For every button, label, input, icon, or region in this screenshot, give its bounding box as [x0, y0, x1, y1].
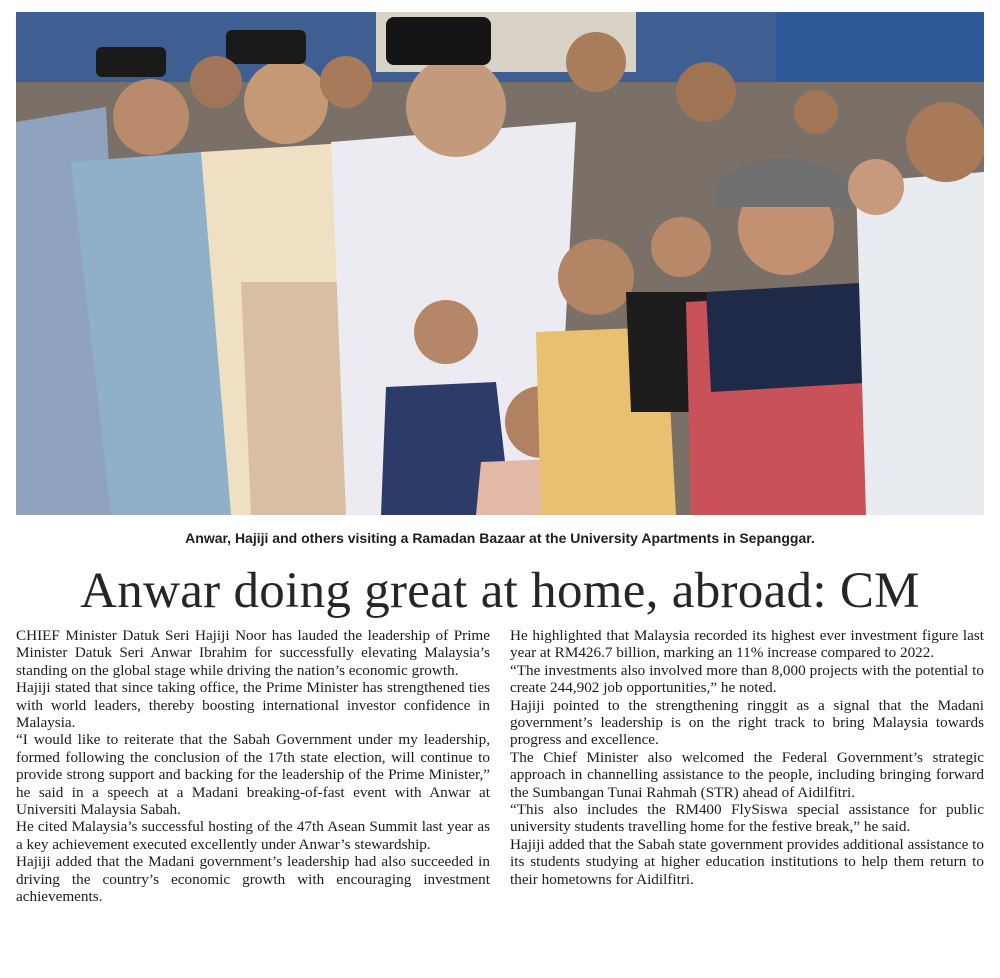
headline: Anwar doing great at home, abroad: CM: [80, 563, 920, 619]
paragraph: He cited Malaysia’s successful hosting of the 47th Asean Summit last year as a key achievement executed excellently under Anwar’s stewardship.: [16, 818, 490, 853]
paragraph: He highlighted that Malaysia recorded its highest ever investment figure last year at RM426.7 billion, marking an 11% increase compared to 2022.: [510, 627, 984, 662]
paragraph: CHIEF Minister Datuk Seri Hajiji Noor has lauded the leadership of Prime Minister Datuk Seri Anwar Ibrahim for successfully elevating Malaysia’s standing on the global stage while driving the nation’s economic growth.: [16, 627, 490, 679]
paragraph: “The investments also involved more than 8,000 projects with the potential to create 244,902 job opportunities,” he noted.: [510, 661, 984, 697]
paragraph: Hajiji pointed to the strengthening ringgit as a signal that the Madani government’s leadership is on the right track to bring Malaysia towards progress and excellence.: [510, 696, 984, 749]
paragraph: Hajiji stated that since taking office, the Prime Minister has strengthened ties with world leaders, thereby boosting international investor confidence in Malaysia.: [16, 679, 490, 732]
paragraph: Hajiji added that the Sabah state government provides additional assistance to its students studying at higher education institutions to help them return to their hometowns for Aidilfitri.: [510, 835, 984, 888]
paragraph: The Chief Minister also welcomed the Federal Government’s strategic approach in channelling assistance to the people, including bringing forward the Sumbangan Tunai Rahmah (STR) ahead of Aidilfitri.: [510, 748, 984, 801]
photo-illustration: [16, 12, 984, 515]
article-right-column: [510, 627, 984, 888]
photo-caption: Anwar, Hajiji and others visiting a Ramadan Bazaar at the University Apartments in Sepanggar.: [185, 530, 815, 546]
news-photo: [16, 12, 984, 515]
paragraph: “I would like to reiterate that the Sabah Government under my leadership, formed following the conclusion of the 17th state election, will continue to provide strong support and backing for the leadership of the Prime Minister,” he said in a speech at a Madani breaking-of-fast event with Anwar at Universiti Malaysia Sabah.: [16, 731, 490, 819]
paragraph: Hajiji added that the Madani government’s leadership had also succeeded in driving the country’s economic growth with encouraging investment achievements.: [16, 853, 490, 906]
paragraph: “This also includes the RM400 FlySiswa special assistance for public university students travelling home for the festive break,” he said.: [510, 801, 984, 836]
article-left-column: [16, 627, 490, 906]
